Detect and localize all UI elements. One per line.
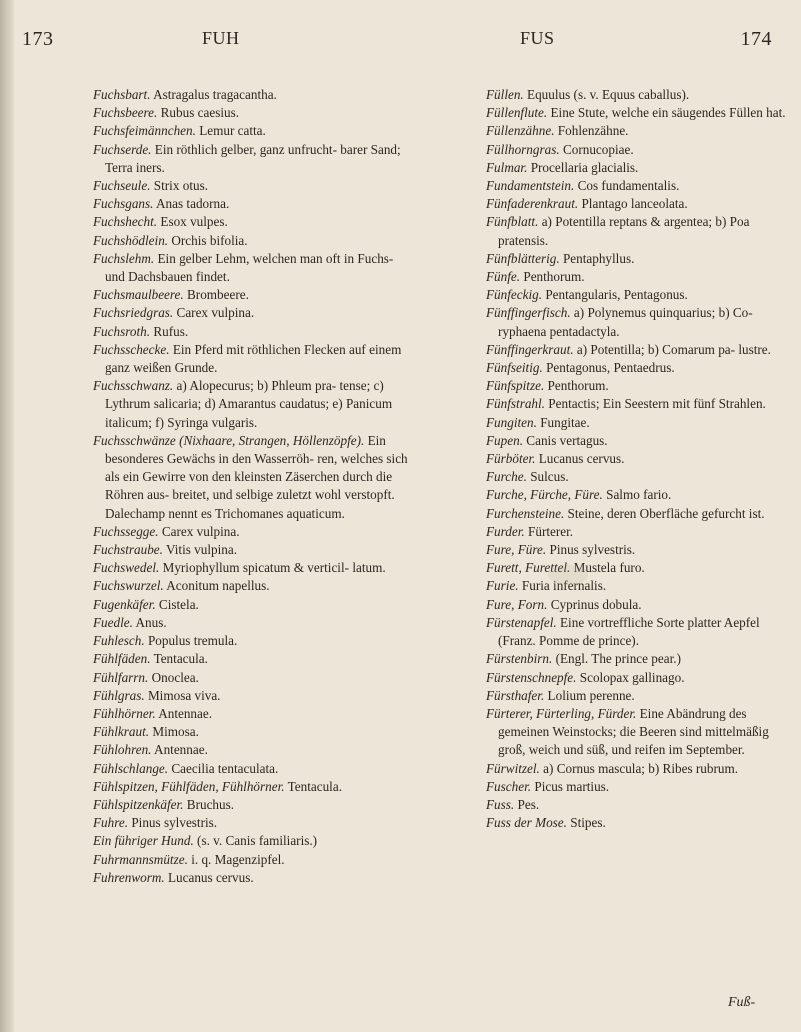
entry-definition: Cos fundamentalis. bbox=[574, 178, 680, 194]
entry-headword: Fühlspitzenkäfer. bbox=[93, 796, 184, 812]
entry-headword: Fürstenbirn. bbox=[486, 651, 553, 667]
dictionary-entry bbox=[486, 814, 786, 832]
page-number-right: 174 bbox=[740, 28, 772, 50]
dictionary-entry bbox=[486, 341, 786, 359]
dictionary-entry bbox=[486, 432, 786, 450]
entry-definition: Tentacula. bbox=[284, 778, 342, 794]
dictionary-entry bbox=[486, 450, 786, 468]
entry-definition: Procellaria glacialis. bbox=[527, 159, 639, 175]
entry-definition: Ein besonderes Gewächs in den Wasserröh- ren, welches sich als ein Gewirre von den kleinsten Zäserchen durch die Röhren aus- breitet, und selbige zuletzt wohl verstopft. Dalechamp nennt es Trichomanes aquaticum. bbox=[105, 432, 408, 521]
entry-headword: Fünffingerfisch. bbox=[486, 305, 571, 321]
entry-headword: Fürwitzel. bbox=[486, 760, 540, 776]
entry-headword: Fupen. bbox=[486, 432, 523, 448]
dictionary-entry bbox=[93, 104, 409, 122]
dictionary-entry bbox=[93, 778, 409, 796]
entry-definition: Pentaphyllus. bbox=[559, 250, 635, 266]
dictionary-entry bbox=[93, 614, 409, 632]
dictionary-entry bbox=[93, 86, 409, 104]
entry-definition: Furia infernalis. bbox=[518, 578, 607, 594]
entry-definition: Pentangularis, Pentagonus. bbox=[542, 287, 688, 303]
dictionary-entry bbox=[93, 523, 409, 541]
entry-headword: Fungiten. bbox=[486, 414, 537, 430]
entry-headword: Fühlfäden. bbox=[93, 651, 151, 667]
dictionary-entry bbox=[93, 741, 409, 759]
entry-definition: Sulcus. bbox=[526, 469, 569, 485]
left-column bbox=[93, 86, 409, 887]
entry-headword: Furie. bbox=[486, 578, 519, 594]
catchword: Fuß- bbox=[728, 995, 756, 1010]
entry-headword: Fugenkäfer. bbox=[93, 596, 156, 612]
entry-headword: Fühlohren. bbox=[93, 742, 152, 758]
entry-definition: Vitis vulpina. bbox=[162, 542, 238, 558]
book-spine-shadow bbox=[0, 0, 14, 1032]
entry-headword: Fundamentstein. bbox=[486, 178, 575, 194]
entry-definition: Lucanus cervus. bbox=[164, 869, 254, 885]
entry-headword: Fuhlesch. bbox=[93, 633, 145, 649]
dictionary-entry bbox=[93, 723, 409, 741]
entry-headword: Fuss der Mose. bbox=[486, 815, 567, 831]
entry-definition: Fürterer. bbox=[524, 523, 574, 539]
entry-headword: Fuchssegge. bbox=[93, 523, 159, 539]
entry-headword: Fünfblatt. bbox=[486, 214, 539, 230]
entry-definition: Penthorum. bbox=[520, 269, 585, 285]
dictionary-entry bbox=[93, 232, 409, 250]
entry-headword: Fuchserde. bbox=[93, 141, 152, 157]
entry-definition: Steine, deren Oberfläche gefurcht ist. bbox=[564, 505, 765, 521]
dictionary-entry bbox=[486, 541, 786, 559]
entry-headword: Fuchsroth. bbox=[93, 323, 151, 339]
entry-headword: Fürstenschnepfe. bbox=[486, 669, 577, 685]
entry-definition: Onoclea. bbox=[148, 669, 199, 685]
entry-headword: Fuchshecht. bbox=[93, 214, 158, 230]
entry-definition: i. q. Magenzipfel. bbox=[187, 851, 285, 867]
entry-definition: Ein röthlich gelber, ganz unfrucht- barer Sand; Terra iners. bbox=[105, 141, 401, 175]
entry-headword: Fuchsgans. bbox=[93, 196, 154, 212]
dictionary-entry bbox=[93, 250, 409, 286]
entry-definition: Penthorum. bbox=[544, 378, 609, 394]
dictionary-entry bbox=[93, 596, 409, 614]
entry-headword: Furche, Fürche, Füre. bbox=[486, 487, 603, 503]
dictionary-entry bbox=[486, 505, 786, 523]
entry-definition: a) Potentilla reptans & argentea; b) Poa pratensis. bbox=[498, 214, 750, 248]
dictionary-entry bbox=[486, 523, 786, 541]
page-number-left: 173 bbox=[22, 28, 54, 50]
dictionary-entry bbox=[93, 341, 409, 377]
entry-definition: Cyprinus dobula. bbox=[547, 596, 642, 612]
dictionary-entry bbox=[486, 86, 786, 104]
entry-definition: Lolium perenne. bbox=[544, 687, 635, 703]
dictionary-entry bbox=[93, 177, 409, 195]
entry-definition: Lucanus cervus. bbox=[535, 451, 625, 467]
dictionary-entry bbox=[486, 195, 786, 213]
entry-headword: Furche. bbox=[486, 469, 527, 485]
dictionary-entry bbox=[93, 559, 409, 577]
dictionary-entry bbox=[486, 104, 786, 122]
entry-headword: Fuhrenworm. bbox=[93, 869, 165, 885]
dictionary-entry bbox=[93, 851, 409, 869]
dictionary-entry bbox=[93, 577, 409, 595]
entry-definition: Ein Pferd mit röthlichen Flecken auf einem ganz weißen Grunde. bbox=[105, 341, 402, 376]
entry-headword: Fuchsbart. bbox=[93, 87, 151, 102]
entry-headword: Ein führiger Hund. bbox=[93, 833, 194, 849]
dictionary-entry bbox=[93, 632, 409, 650]
entry-headword: Fuchsschwanz. bbox=[93, 378, 174, 394]
dictionary-entry bbox=[486, 705, 786, 760]
entry-headword: Fühlhörner. bbox=[93, 705, 156, 721]
entry-headword: Fühlfarrn. bbox=[93, 669, 149, 685]
entry-headword: Fühlspitzen, Fühlfäden, Fühlhörner. bbox=[93, 778, 285, 794]
entry-headword: Furett, Furettel. bbox=[486, 560, 571, 576]
dictionary-entry bbox=[486, 250, 786, 268]
entry-headword: Fuchsschecke. bbox=[93, 341, 170, 357]
entry-headword: Fuhre. bbox=[93, 815, 129, 831]
dictionary-entry bbox=[93, 760, 409, 778]
entry-headword: Fürböter. bbox=[486, 451, 536, 467]
entry-definition: Rubus caesius. bbox=[157, 105, 240, 121]
entry-definition: Canis vertagus. bbox=[523, 432, 608, 448]
dictionary-entry bbox=[93, 195, 409, 213]
entry-definition: Myriophyllum spicatum & verticil- latum. bbox=[159, 560, 386, 576]
dictionary-entry bbox=[93, 304, 409, 322]
entry-headword: Fuchslehm. bbox=[93, 250, 155, 266]
dictionary-entry bbox=[486, 559, 786, 577]
entry-headword: Fulmar. bbox=[486, 159, 528, 175]
entry-definition: Populus tremula. bbox=[144, 633, 238, 649]
entry-headword: Fuchsfeimännchen. bbox=[93, 123, 196, 139]
running-head-left: FUH bbox=[202, 28, 240, 48]
entry-headword: Fuchswurzel. bbox=[93, 578, 164, 594]
dictionary-entry bbox=[486, 596, 786, 614]
entry-definition: Astragalus tragacantha. bbox=[150, 87, 277, 102]
entry-headword: Fure, Forn. bbox=[486, 596, 548, 612]
dictionary-entry bbox=[93, 377, 409, 432]
dictionary-entry bbox=[486, 468, 786, 486]
entry-definition: Orchis bifolia. bbox=[168, 232, 248, 248]
entry-headword: Furchensteine. bbox=[486, 505, 565, 521]
entry-definition: Pentactis; Ein Seestern mit fünf Strahlen. bbox=[544, 396, 766, 412]
entry-definition: Mimosa. bbox=[149, 724, 199, 740]
entry-definition: Eine Abändrung des gemeinen Weinstocks; die Beeren sind mittelmäßig groß, weich und süß, und reifen im September. bbox=[498, 705, 769, 758]
entry-definition: Mimosa viva. bbox=[144, 687, 221, 703]
entry-headword: Fuedle. bbox=[93, 614, 133, 630]
entry-definition: Fohlenzähne. bbox=[554, 123, 629, 139]
dictionary-entry bbox=[93, 687, 409, 705]
dictionary-entry bbox=[93, 541, 409, 559]
entry-headword: Fuss. bbox=[486, 796, 515, 812]
entry-headword: Fuchseule. bbox=[93, 178, 151, 194]
entry-definition: Salmo fario. bbox=[602, 487, 672, 503]
entry-headword: Fuchsschwänze (Nixhaare, Strangen, Höllenzöpfe). bbox=[93, 432, 365, 448]
entry-headword: Fuchstraube. bbox=[93, 542, 163, 558]
entry-headword: Füllenzähne. bbox=[486, 123, 555, 139]
entry-definition: Lemur catta. bbox=[195, 123, 266, 139]
entry-definition: Stipes. bbox=[566, 815, 606, 831]
paper-stain bbox=[548, 565, 588, 585]
dictionary-entry bbox=[93, 213, 409, 231]
dictionary-entry bbox=[93, 141, 409, 177]
entry-definition: Antennae. bbox=[155, 705, 213, 721]
entry-headword: Füllen. bbox=[486, 87, 524, 102]
dictionary-entry bbox=[486, 177, 786, 195]
entry-headword: Fürsthafer. bbox=[486, 687, 545, 703]
right-column bbox=[486, 86, 786, 832]
entry-definition: a) Cornus mascula; b) Ribes rubrum. bbox=[539, 760, 739, 776]
page-header bbox=[22, 28, 784, 68]
entry-headword: Füllhorngras. bbox=[486, 141, 560, 157]
dictionary-entry bbox=[93, 323, 409, 341]
dictionary-entry bbox=[93, 705, 409, 723]
entry-definition: Fungitae. bbox=[536, 414, 590, 430]
entry-definition: Anus. bbox=[132, 614, 167, 630]
entry-definition: Pes. bbox=[514, 796, 540, 812]
dictionary-entry bbox=[93, 796, 409, 814]
entry-definition: Eine vortreffliche Sorte platter Aepfel (Franz. Pomme de prince). bbox=[498, 614, 760, 649]
dictionary-entry bbox=[93, 122, 409, 140]
entry-headword: Fuchshödlein. bbox=[93, 232, 169, 248]
entry-headword: Furder. bbox=[486, 523, 525, 539]
dictionary-entry bbox=[486, 778, 786, 796]
entry-definition: Pentagonus, Pentaedrus. bbox=[542, 360, 675, 376]
dictionary-entry bbox=[486, 650, 786, 668]
entry-definition: Carex vulpina. bbox=[173, 305, 255, 321]
dictionary-entry bbox=[486, 141, 786, 159]
entry-definition: Mustela furo. bbox=[570, 560, 645, 576]
entry-headword: Fühlgras. bbox=[93, 687, 145, 703]
dictionary-entry bbox=[93, 814, 409, 832]
dictionary-entry bbox=[486, 687, 786, 705]
entry-definition: Plantago lanceolata. bbox=[578, 196, 688, 212]
dictionary-entry bbox=[486, 796, 786, 814]
entry-definition: Bruchus. bbox=[183, 796, 235, 812]
running-head-right: FUS bbox=[520, 28, 555, 48]
dictionary-entry bbox=[93, 869, 409, 887]
dictionary-entry bbox=[486, 760, 786, 778]
entry-definition: a) Alopecurus; b) Phleum pra- tense; c) Lythrum salicaria; d) Amarantus caudatus; e) Panicum italicum; f) Syringa vulgaris. bbox=[105, 378, 393, 430]
entry-definition: (Engl. The prince pear.) bbox=[552, 651, 681, 667]
entry-definition: a) Polynemus quinquarius; b) Co- ryphaena pentadactyla. bbox=[498, 305, 753, 339]
dictionary-entry bbox=[486, 304, 786, 340]
dictionary-entry bbox=[93, 832, 409, 850]
entry-definition: Pinus sylvestris. bbox=[546, 542, 636, 558]
dictionary-entry bbox=[486, 669, 786, 687]
entry-headword: Fuchswedel. bbox=[93, 560, 160, 576]
dictionary-entry bbox=[486, 286, 786, 304]
entry-definition: Cistela. bbox=[155, 596, 199, 612]
entry-definition: Strix otus. bbox=[150, 178, 209, 194]
entry-headword: Fure, Füre. bbox=[486, 542, 547, 558]
dictionary-entry bbox=[93, 650, 409, 668]
entry-definition: Eine Stute, welche ein säugendes Füllen hat. bbox=[547, 105, 786, 121]
entry-definition: Carex vulpina. bbox=[158, 523, 240, 539]
entry-definition: Anas tadorna. bbox=[153, 196, 230, 212]
entry-definition: Ein gelber Lehm, welchen man oft in Fuchs- und Dachsbauen findet. bbox=[105, 250, 394, 285]
dictionary-entry bbox=[486, 395, 786, 413]
dictionary-entry bbox=[486, 122, 786, 140]
entry-headword: Fuchsriedgras. bbox=[93, 305, 174, 321]
entry-definition: Caecilia tentaculata. bbox=[168, 760, 279, 776]
entry-headword: Fünfseitig. bbox=[486, 360, 543, 376]
entry-definition: (s. v. Canis familiaris.) bbox=[193, 833, 318, 849]
entry-headword: Fühlschlange. bbox=[93, 760, 169, 776]
dictionary-entry bbox=[486, 486, 786, 504]
entry-headword: Fuchsmaulbeere. bbox=[93, 287, 184, 303]
dictionary-entry bbox=[93, 286, 409, 304]
dictionary-entry bbox=[486, 359, 786, 377]
entry-definition: Scolopax gallinago. bbox=[576, 669, 685, 685]
entry-headword: Fünfstrahl. bbox=[486, 396, 545, 412]
dictionary-entry bbox=[486, 268, 786, 286]
entry-headword: Fuhrmannsmütze. bbox=[93, 851, 188, 867]
entry-headword: Fürterer, Fürterling, Fürder. bbox=[486, 705, 637, 721]
entry-definition: a) Potentilla; b) Comarum pa- lustre. bbox=[573, 341, 771, 357]
entry-headword: Fünfe. bbox=[486, 269, 521, 285]
entry-definition: Esox vulpes. bbox=[157, 214, 228, 230]
dictionary-entry bbox=[93, 432, 409, 523]
entry-headword: Füllenflute. bbox=[486, 105, 548, 121]
entry-definition: Aconitum napellus. bbox=[163, 578, 270, 594]
entry-definition: Rufus. bbox=[150, 323, 189, 339]
dictionary-entry bbox=[486, 414, 786, 432]
dictionary-entry bbox=[486, 577, 786, 595]
entry-definition: Tentacula. bbox=[150, 651, 208, 667]
entry-definition: Brombeere. bbox=[183, 287, 249, 303]
dictionary-entry bbox=[93, 669, 409, 687]
entry-definition: Equulus (s. v. Equus caballus). bbox=[523, 87, 690, 102]
dictionary-entry bbox=[486, 614, 786, 650]
entry-definition: Pinus sylvestris. bbox=[128, 815, 218, 831]
entry-headword: Fünfblätterig. bbox=[486, 250, 560, 266]
entry-headword: Fünffingerkraut. bbox=[486, 341, 574, 357]
entry-headword: Fuscher. bbox=[486, 778, 532, 794]
entry-headword: Fünfaderenkraut. bbox=[486, 196, 579, 212]
dictionary-entry bbox=[486, 213, 786, 249]
entry-headword: Fuchsbeere. bbox=[93, 105, 158, 121]
entry-headword: Fünfeckig. bbox=[486, 287, 543, 303]
entry-definition: Cornucopiae. bbox=[559, 141, 634, 157]
entry-definition: Picus martius. bbox=[531, 778, 610, 794]
dictionary-entry bbox=[486, 377, 786, 395]
entry-headword: Fürstenapfel. bbox=[486, 614, 557, 630]
entry-headword: Fünfspitze. bbox=[486, 378, 545, 394]
dictionary-entry bbox=[486, 159, 786, 177]
entry-definition: Antennae. bbox=[151, 742, 208, 758]
entry-headword: Fühlkraut. bbox=[93, 724, 150, 740]
